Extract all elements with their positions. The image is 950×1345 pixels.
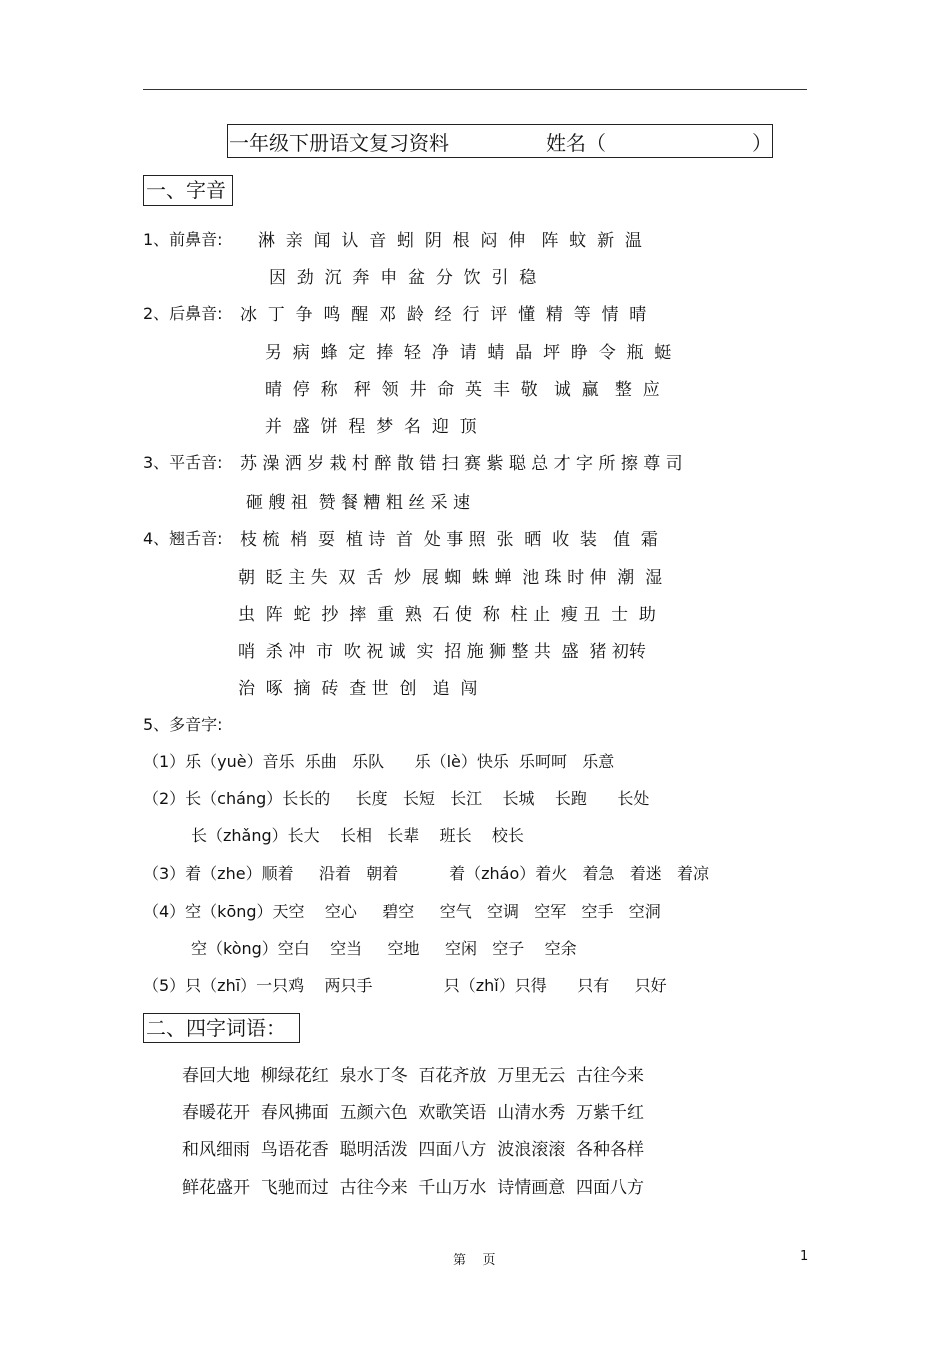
polyphone-line-7: （5）只（zhī）一只鸡 两只手 只（zhǐ）只得 只有 只好 [143,976,667,995]
idioms-row-1: 春回大地 柳绿花红 泉水丁冬 百花齐放 万里无云 古往今来 [182,1066,645,1086]
footer-page-number: 1 [800,1249,809,1264]
polyphone-line-3: 长（zhǎng）长大 长相 长辈 班长 校长 [191,826,524,845]
section-heading-pronunciation-text: 一、字音 [146,178,226,202]
idioms-row-2: 春暖花开 春风拂面 五颜六色 欢歌笑语 山清水秀 万紫千红 [182,1103,645,1123]
back-nasal-line-2: 另 病 蜂 定 捧 轻 净 请 蜻 晶 坪 睁 令 瓶 蜓 [265,343,672,363]
retroflex-line-4: 哨 杀 冲 市 吹 祝 诚 实 招 施 狮 整 共 盛 猪 初转 [238,642,646,662]
document-title: 一年级下册语文复习资料 [229,131,449,155]
flat-tongue-label: 3、平舌音: [143,453,223,472]
back-nasal-line-4: 并 盛 饼 程 梦 名 迎 顶 [265,417,477,437]
name-close-paren: ） [752,131,772,155]
name-label: 姓名（ [546,131,606,155]
back-nasal-label: 2、后鼻音: [143,304,223,323]
front-nasal-label: 1、前鼻音: [143,230,223,249]
front-nasal-line-2: 因 劲 沉 奔 申 盆 分 饮 引 稳 [269,268,537,288]
section-heading-idioms [143,1013,300,1043]
flat-tongue-line-2: 砸 艘 祖 赞 餐 糟 粗 丝 采 速 [246,493,471,513]
polyphone-line-6: 空（kòng）空白 空当 空地 空闲 空子 空余 [191,939,577,958]
retroflex-line-5: 治 啄 摘 砖 查 世 创 追 闯 [238,679,478,699]
section-heading-pronunciation [143,175,233,206]
polyphone-label: 5、多音字: [143,715,223,734]
polyphone-line-5: （4）空（kōng）天空 空心 碧空 空气 空调 空军 空手 空洞 [143,902,661,921]
idioms-row-4: 鲜花盛开 飞驰而过 古往今来 千山万水 诗情画意 四面八方 [182,1178,645,1198]
retroflex-label: 4、翘舌音: [143,529,223,548]
retroflex-line-1: 枝 梳 梢 耍 植 诗 首 处 事 照 张 晒 收 装 值 霜 [240,530,658,550]
retroflex-line-3: 虫 阵 蛇 抄 摔 重 熟 石 使 称 柱 止 瘦 丑 士 助 [238,605,656,625]
polyphone-line-4: （3）着（zhe）顺着 沿着 朝着 着（zháo）着火 着急 着迷 着凉 [143,864,710,883]
idioms-row-3: 和风细雨 鸟语花香 聪明活泼 四面八方 波浪滚滚 各种各样 [182,1140,645,1160]
polyphone-line-1: （1）乐（yuè）音乐 乐曲 乐队 乐（lè）快乐 乐呵呵 乐意 [143,752,615,771]
retroflex-line-2: 朝 眨 主 失 双 舌 炒 展 蜘 蛛 蝉 池 珠 时 伸 潮 湿 [238,568,663,588]
back-nasal-line-1: 冰 丁 争 鸣 醒 邓 龄 经 行 评 懂 精 等 情 晴 [240,305,647,325]
header-rule [143,89,807,90]
polyphone-line-2: （2）长（cháng）长长的 长度 长短 长江 长城 长跑 长处 [143,789,650,808]
front-nasal-line-1: 淋 亲 闻 认 音 蚓 阴 根 闷 伸 阵 蚊 新 温 [258,231,642,251]
flat-tongue-line-1: 苏 澡 洒 岁 栽 村 醉 散 错 扫 赛 紫 聪 总 才 字 所 擦 尊 司 [240,454,683,474]
section-heading-idioms-text: 二、四字词语： [146,1016,286,1040]
back-nasal-line-3: 晴 停 称 秤 领 井 命 英 丰 敬 诚 赢 整 应 [265,380,660,400]
footer-page-label: 第 页 [453,1253,496,1268]
